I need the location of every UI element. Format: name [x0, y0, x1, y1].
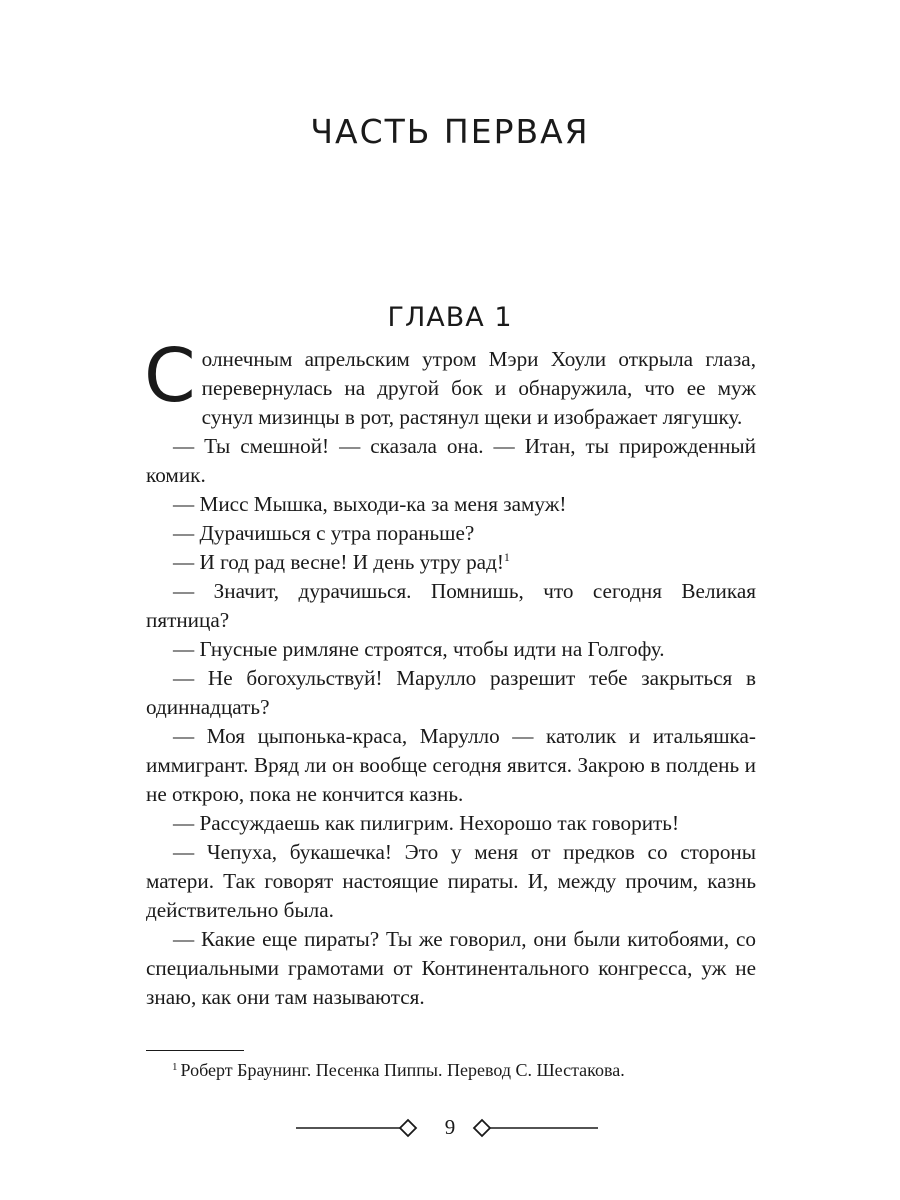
drop-cap: С — [144, 333, 196, 419]
part-title: ЧАСТЬ ПЕРВАЯ — [310, 112, 590, 151]
paragraph-7: — Гнусные римляне строятся, чтобы идти на Голгофу. — [173, 637, 665, 661]
footnote-mark: 1 — [172, 1061, 178, 1073]
footnote-reference[interactable]: 1 — [503, 550, 510, 564]
paragraph-1-text: олнечным апрельским утром Мэри Хоули открыла глаза, перевернулась на другой бок и обнаружила, что ее муж сунул мизинцы в рот, растянул щеки и изображает лягушку. — [201, 347, 756, 429]
paragraph-8: — Не богохульствуй! Марулло разрешит тебе закрыться в одиннадцать? — [146, 666, 756, 719]
paragraph-5-text: — И год рад весне! И день утру рад! — [173, 550, 504, 574]
paragraph-1 — [144, 333, 756, 432]
paragraph-10: — Рассуждаешь как пилигрим. Нехорошо так говорить! — [173, 811, 680, 835]
paragraph-2: — Ты смешной! — сказала она. — Итан, ты прирожденный комик. — [146, 434, 756, 487]
page-number: 9 — [444, 1115, 456, 1139]
chapter-body — [144, 333, 756, 1012]
chapter-title: ГЛАВА 1 — [387, 302, 513, 333]
paragraph-12: — Какие еще пираты? Ты же говорил, они были китобоями, со специальными грамотами от Континентального конгресса, уж не знаю, как они там называются. — [146, 927, 756, 1009]
paragraph-6: — Значит, дурачишься. Помнишь, что сегодня Великая пятница? — [146, 579, 756, 632]
paragraph-4: — Дурачишься с утра пораньше? — [173, 521, 475, 545]
footnote — [172, 1058, 732, 1082]
paragraph-5 — [146, 548, 756, 577]
paragraph-9: — Моя цыпонька-краса, Марулло — католик и итальяшка-иммигрант. Вряд ли он вообще сегодня явится. Закрою в полдень и не открою, пока не кончится казнь. — [146, 724, 756, 806]
paragraph-11: — Чепуха, букашечка! Это у меня от предков со стороны матери. Так говорят настоящие пираты. И, между прочим, казнь действительно была. — [146, 840, 756, 922]
footnote-divider — [146, 1050, 244, 1051]
footnote-text: Роберт Браунинг. Песенка Пиппы. Перевод С. Шестакова. — [180, 1060, 625, 1080]
paragraph-3: — Мисс Мышка, выходи-ка за меня замуж! — [173, 492, 567, 516]
